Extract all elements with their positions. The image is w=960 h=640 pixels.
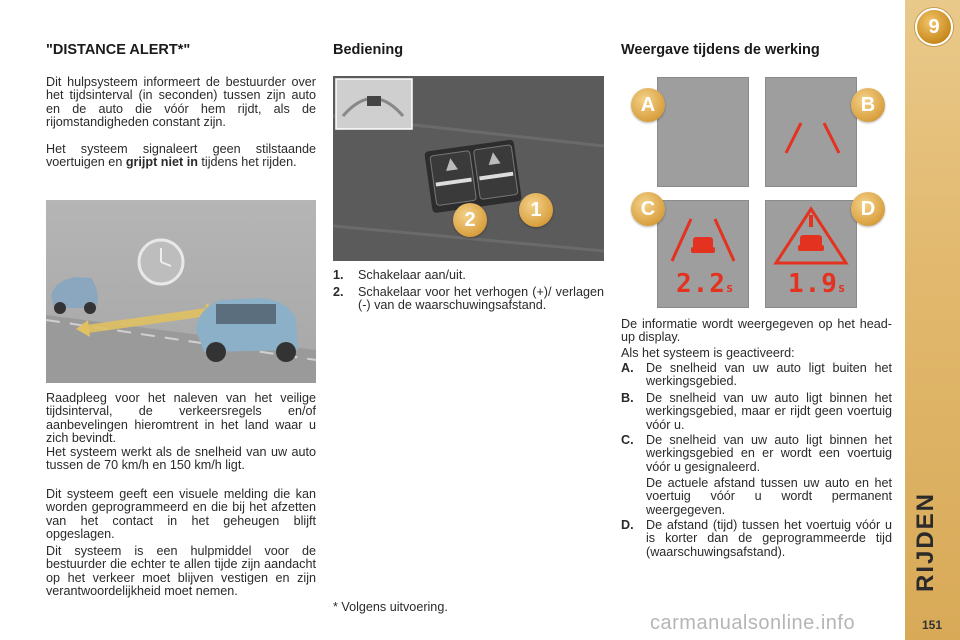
display-label-a	[631, 88, 665, 122]
section-title-bediening: Bediening	[333, 42, 404, 58]
page-number: 151	[922, 618, 943, 632]
readout-value: 2.2	[676, 269, 726, 299]
distance-readout	[676, 269, 734, 299]
display-label-c	[631, 192, 665, 226]
paragraph-text: tijdens het rijden.	[201, 155, 297, 170]
label-letter: C	[640, 198, 656, 220]
list-item-switch-2	[333, 286, 604, 328]
paragraph-driver-responsibility: Dit systeem is een hulpmiddel voor de bestuurder die echter te allen tijde zijn aandacht op het verkeer moet blijven vestigen en zijn verantwoordelijkheid moet nemen.	[46, 544, 316, 598]
callout-2	[453, 203, 487, 237]
paragraph-activated: Als het systeem is geactiveerd:	[621, 346, 795, 360]
readout-unit: s	[725, 281, 735, 295]
label-letter: D	[860, 198, 876, 220]
list-item-d	[621, 519, 892, 575]
emphasis-text: grijpt niet in	[125, 155, 198, 170]
paragraph-no-intervention	[46, 143, 316, 170]
list-label: 1.	[333, 268, 344, 282]
paragraph-intro: Dit hulpsysteem informeert de bestuurder over het tijdsinterval (in seconden) tussen zijn auto en de auto die vóór hem rijdt, als de rijomstandigheden constant zijn.	[46, 75, 316, 129]
list-item-switch-1	[333, 269, 604, 283]
paragraph-text: Het systeem signaleert geen stilstaande voertuigen en	[46, 142, 316, 170]
road-scene-icon	[46, 200, 316, 383]
section-label-vertical: RIJDEN	[912, 491, 939, 592]
hud-display-a	[657, 77, 749, 187]
list-item-b	[621, 392, 892, 434]
paragraph-visual-alert: Dit systeem geeft een visuele melding die kan worden geprogrammeerd en die bij het afzetten van het contact in het geheugen blijft opgeslagen.	[46, 487, 316, 541]
list-label: A.	[621, 361, 634, 375]
section-title-distance-alert: "DISTANCE ALERT*"	[46, 42, 191, 58]
list-label: C.	[621, 433, 634, 447]
list-text: De snelheid van uw auto ligt binnen het werkingsgebied en er wordt een voertuig vóór u gesignaleerd.	[646, 433, 892, 474]
watermark: carmanualsonline.info	[650, 612, 856, 634]
hud-display-c	[657, 200, 749, 308]
callout-1	[519, 193, 553, 227]
list-text: Schakelaar voor het verhogen (+)/ verlagen (-) van de waarschuwingsafstand.	[358, 285, 604, 313]
chapter-badge	[915, 8, 953, 46]
list-item-a	[621, 362, 892, 390]
list-label: 2.	[333, 285, 344, 299]
callout-number: 1	[530, 199, 542, 221]
list-label: D.	[621, 518, 634, 532]
readout-value: 1.9	[788, 269, 838, 299]
label-letter: A	[640, 94, 656, 116]
list-text: De afstand (tijd) tussen het voertuig vóór u is korter dan de geprogrammeerde tijd (waarschuwingsafstand).	[646, 518, 892, 559]
illustration-switch-panel	[333, 76, 604, 261]
callout-number: 2	[464, 209, 476, 231]
hud-display-b	[765, 77, 857, 187]
paragraph-hud-info: De informatie wordt weergegeven op het head-up display.	[621, 317, 892, 345]
illustration-distance-cars	[46, 200, 316, 383]
footnote: * Volgens uitvoering.	[333, 600, 448, 614]
list-text: De snelheid van uw auto ligt binnen het werkingsgebied, maar er rijdt geen voertuig vóór u.	[646, 391, 892, 432]
distance-readout	[788, 269, 846, 299]
display-label-d	[851, 192, 885, 226]
chapter-number: 9	[928, 16, 940, 38]
section-title-weergave: Weergave tijdens de werking	[621, 42, 820, 58]
readout-unit: s	[837, 281, 847, 295]
paragraph-speed-range: Het systeem werkt als de snelheid van uw auto tussen de 70 km/h en 150 km/h ligt.	[46, 445, 316, 473]
display-label-b	[851, 88, 885, 122]
label-letter: B	[860, 94, 876, 116]
lane-lines-icon	[766, 78, 856, 186]
list-item-c-continued	[621, 477, 892, 519]
hud-display-d	[765, 200, 857, 308]
list-text: De snelheid van uw auto ligt buiten het werkingsgebied.	[646, 361, 892, 389]
list-text: De actuele afstand tussen uw auto en het voertuig vóór u wordt permanent weergegeven.	[646, 476, 892, 517]
list-item-c	[621, 434, 892, 476]
list-text: Schakelaar aan/uit.	[358, 268, 466, 282]
list-label: B.	[621, 391, 634, 405]
paragraph-traffic-rules: Raadpleeg voor het naleven van het veilige tijdsinterval, de verkeersregels en/of aanbevelingen hieromtrent in het land waar u zich bevindt.	[46, 391, 316, 445]
